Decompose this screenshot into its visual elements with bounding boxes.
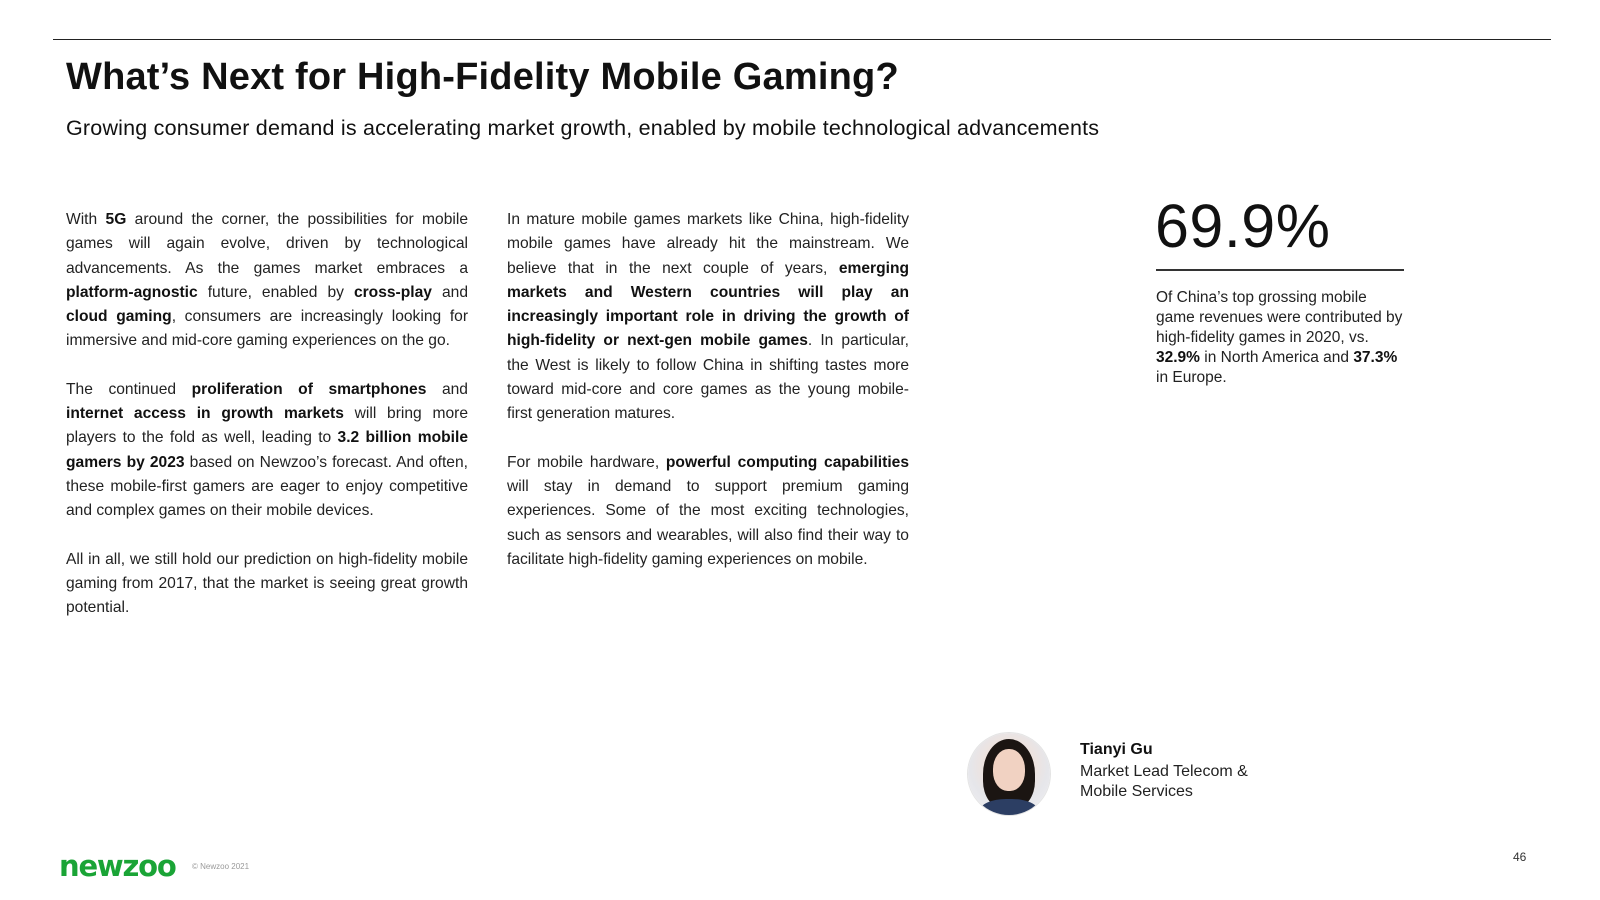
stat-divider — [1156, 269, 1404, 271]
text-column-left — [66, 208, 468, 644]
text: and — [426, 380, 468, 398]
top-divider — [53, 39, 1551, 40]
emphasis: powerful computing capabilities — [665, 453, 909, 471]
emphasis: 5G — [105, 211, 127, 228]
paragraph-smartphones — [66, 378, 468, 524]
text: Of China’s top grossing mobile game revenues were contributed by high-fidelity games in 2020, vs. — [1156, 289, 1403, 346]
newzoo-logo: newzoo — [59, 849, 176, 883]
text: and — [431, 283, 468, 301]
avatar-shirt — [980, 799, 1038, 815]
stat-description — [1156, 288, 1406, 388]
avatar — [968, 733, 1050, 815]
author-role-line-1: Market Lead Telecom & — [1080, 763, 1248, 780]
text: will bring more players to the fold as well, leading to — [66, 405, 468, 447]
paragraph-mature-markets — [507, 208, 909, 427]
page-title: What’s Next for High-Fidelity Mobile Gaming? — [66, 56, 899, 98]
text: future, enabled by — [197, 283, 354, 301]
text: , consumers are increasingly looking for immersive and mid-core gaming experiences on the go. — [66, 308, 469, 350]
emphasis: emerging markets and Western countries will play an increasingly important role in driving the growth of high-fidelity or next-gen mobile games — [507, 259, 909, 350]
text: In mature mobile games markets like China, high-fidelity mobile games have already hit the mainstream. We believe that in the next couple of years, — [507, 211, 909, 277]
emphasis: 32.9% — [1156, 349, 1200, 366]
author-name: Tianyi Gu — [1080, 741, 1153, 758]
text: in North America and — [1199, 349, 1354, 366]
emphasis: 37.3% — [1353, 349, 1398, 366]
author-role — [1080, 762, 1248, 802]
avatar-face — [993, 749, 1025, 791]
page-subtitle: Growing consumer demand is accelerating market growth, enabled by mobile technological advancements — [66, 116, 1100, 140]
text: will stay in demand to support premium gaming experiences. Some of the most exciting technologies, such as sensors and wearables, will also find their way to facilitate high-fidelity gaming experiences on mobile. — [507, 477, 909, 568]
paragraph-5g — [66, 208, 468, 354]
emphasis: proliferation of smartphones — [191, 380, 427, 398]
emphasis: 3.2 billion mobile gamers by 2023 — [66, 429, 468, 471]
emphasis: cross-play — [353, 283, 432, 301]
text: around the corner, the possibilities for mobile games will again evolve, driven by technological advancements. As the games market embraces a — [66, 211, 468, 277]
paragraph-hardware — [507, 451, 909, 572]
key-stat — [1155, 192, 1406, 388]
emphasis: internet access in growth markets — [66, 405, 344, 423]
emphasis: cloud gaming — [66, 308, 172, 326]
text: The continued — [66, 380, 192, 398]
stat-value: 69.9% — [1155, 192, 1331, 260]
text: based on Newzoo’s forecast. And often, these mobile-first gamers are eager to enjoy competitive and complex games on their mobile devices. — [66, 453, 468, 520]
text: With — [66, 211, 106, 228]
author-role-line-2: Mobile Services — [1080, 783, 1193, 800]
text: . In particular, the West is likely to follow China in shifting tastes more toward mid-core and core games as the young mobile-first generation matures. — [507, 332, 910, 423]
paragraph-prediction: All in all, we still hold our prediction on high-fidelity mobile gaming from 2017, that the market is seeing great growth potential. — [66, 550, 468, 617]
text: in Europe. — [1156, 369, 1227, 386]
emphasis: platform-agnostic — [66, 283, 198, 301]
text-column-middle — [507, 208, 909, 596]
copyright: © Newzoo 2021 — [192, 862, 250, 871]
page-number: 46 — [1513, 850, 1527, 864]
text: For mobile hardware, — [507, 453, 666, 471]
